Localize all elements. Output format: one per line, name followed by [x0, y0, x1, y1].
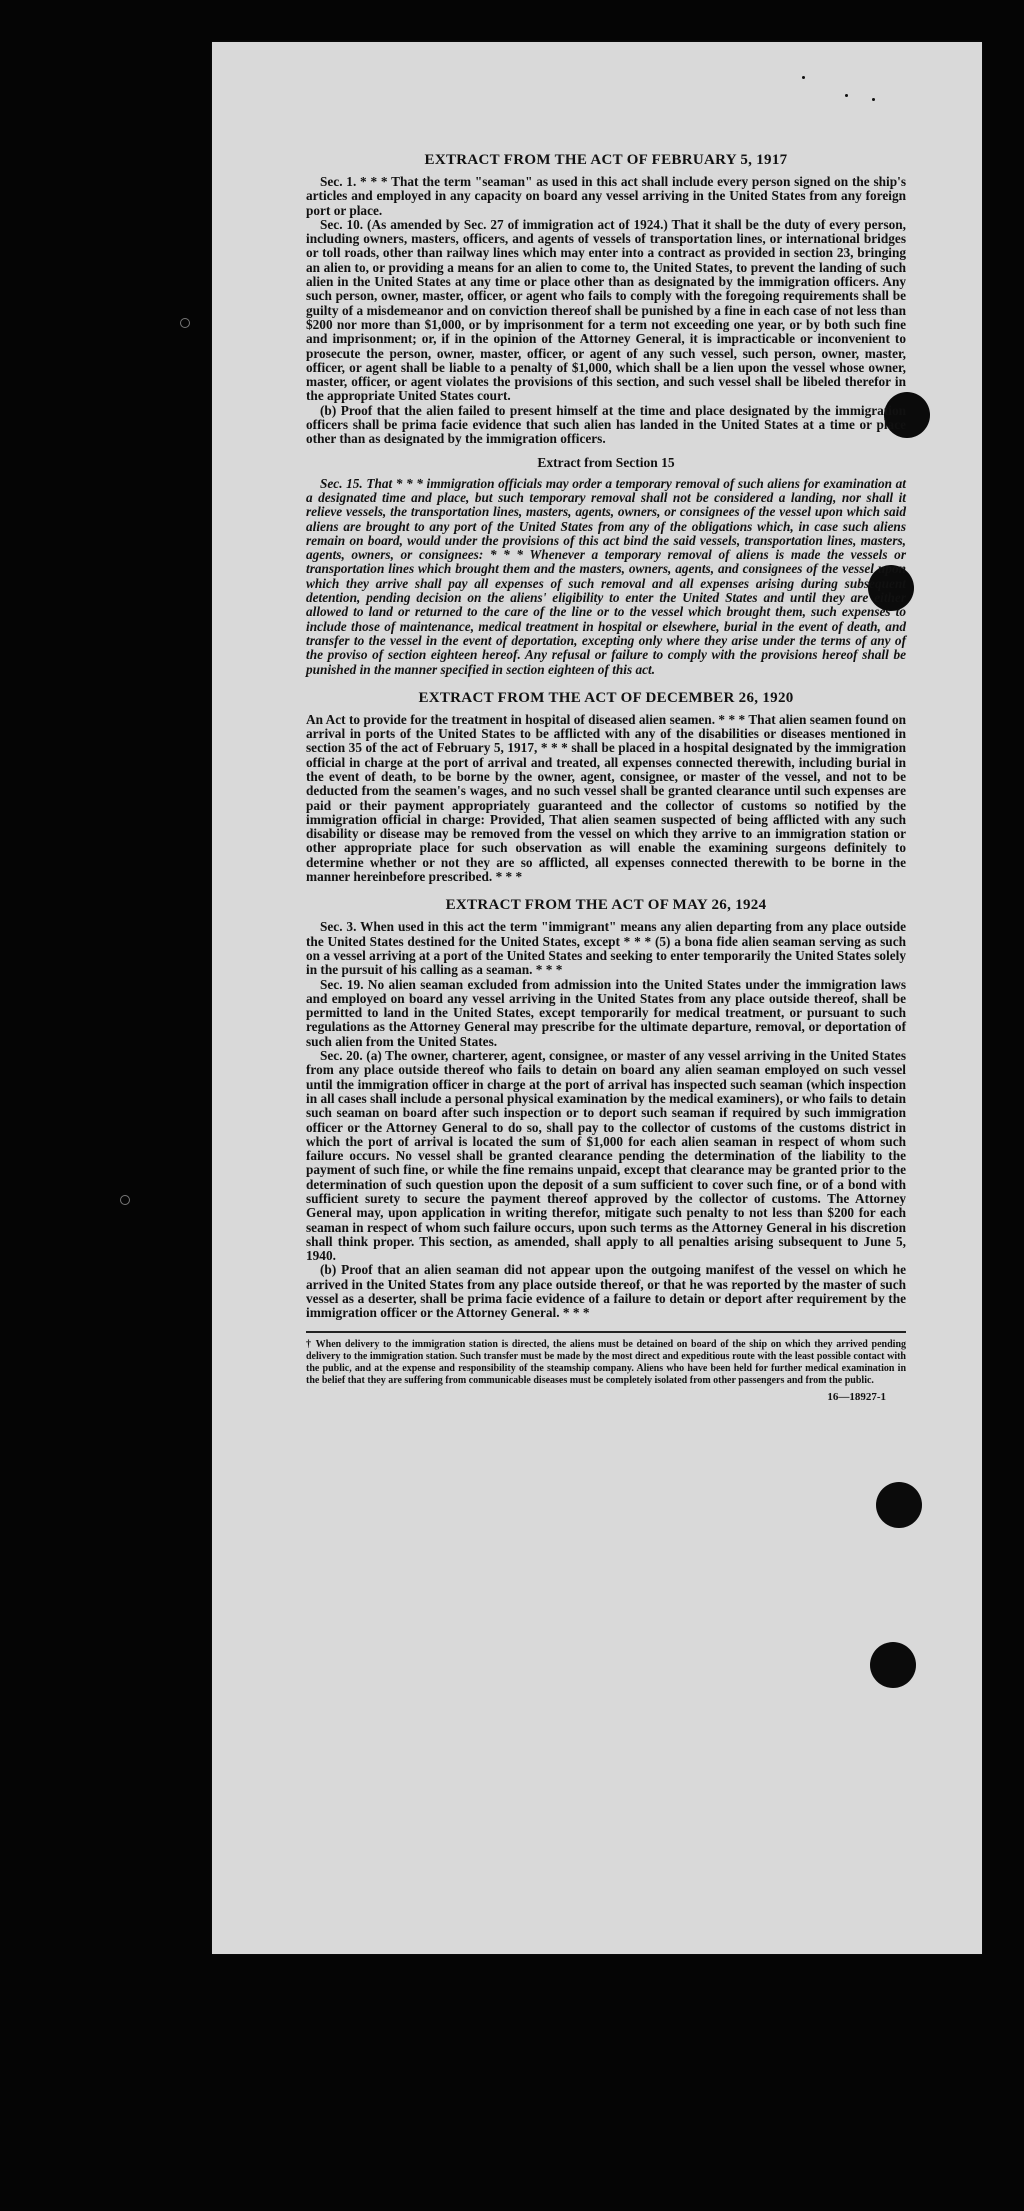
paragraph: Sec. 3. When used in this act the term "immigrant" means any alien departing from any place outside the United States destined for the United States, except * * * (5) a bona fide alien seaman serving as such on a vessel arriving at a port of the United States and seeking to enter temporarily the United States solely in the pursuit of his calling as a seaman. * * * — [306, 919, 906, 978]
scan-artifact — [120, 1195, 130, 1205]
document-number: 16—18927-1 — [827, 1390, 886, 1403]
punch-hole — [870, 1642, 916, 1688]
spacer — [306, 677, 906, 689]
paragraph: (b) Proof that an alien seaman did not appear upon the outgoing manifest of the vessel on which he arrived in the United States from any place outside thereof, or that he was reported by the master of such vessel as a deserter, shall be prima facie evidence of a failure to detain or deport after requirement by the immigration officer or the Attorney General. * * * — [306, 1262, 906, 1321]
paper-speck — [845, 94, 848, 97]
section-heading: EXTRACT FROM THE ACT OF FEBRUARY 5, 1917 — [424, 152, 788, 168]
spacer — [306, 884, 906, 896]
paragraph: (b) Proof that the alien failed to present himself at the time and place designated by the immigration officers shall be prima facie evidence that such alien has landed in the United States at a time or place other than as designated by the immigration officers. — [306, 402, 906, 447]
document-body — [306, 151, 906, 1407]
doc-number-row — [306, 1387, 906, 1407]
section-heading: EXTRACT FROM THE ACT OF DECEMBER 26, 1920 — [418, 689, 794, 706]
paragraph: An Act to provide for the treatment in hospital of diseased alien seamen. * * * That alien seamen found on arrival in ports of the United States to be afflicted with any of the disabilities or diseases mentioned in section 35 of the act of February 5, 1917, * * * shall be placed in a hospital designated by the immigration official in charge at the port of arrival and treated, all expenses connected therewith, including burial in the event of death, to be borne by the owner, agent, consignee, or master of the vessel, and not to be deducted from the seamen's wages, and no such vessel shall be granted clearance until such expenses are paid or their payment appropriately guaranteed and the collector of customs so notified by the immigration official in charge: Provided, That alien seamen suspected of being afflicted with any such disability or disease may be removed from the vessel on which they arrive to an immigration station or other appropriate place for such observation as will enable the examining surgeons definitely to determine whether or not they are so afflicted, all expenses connected therewith to be borne in the manner hereinbefore prescribed. * * * — [306, 711, 906, 885]
paper-speck — [802, 76, 805, 79]
paragraph: Sec. 10. (As amended by Sec. 27 of immigration act of 1924.) That it shall be the duty of every person, including owners, masters, officers, and agents of vessels of transportation lines, or international bridges or toll roads, other than railway lines which may enter into a contract as provided in section 23, bringing an alien to, or providing a means for an alien to come to, the United States, to prevent the landing of such alien in the United States at any time or place other than as designated by the immigration officers. Any such person, owner, master, officer, or agent who fails to comply with the foregoing requirements shall be guilty of a misdemeanor and on conviction thereof shall be punished by a fine in each case of not less than $200 nor more than $1,000, or by imprisonment for a term not exceeding one year, or by both such fine and imprisonment; or, if in the opinion of the Attorney General, it is impracticable or inconvenient to prosecute the person, owner, master, officer, or agent of any such vessel, such person, owner, master, officer, or agent shall be liable to a penalty of $1,000, which shall be a lien upon the vessel whose owner, master, officer, or agent violates the provisions of this section, and such vessel shall be libeled therefor in the appropriate United States court. — [306, 216, 906, 404]
punch-hole — [876, 1482, 922, 1528]
paragraph: Sec. 15. That * * * immigration officials may order a temporary removal of such aliens for examination at a designated time and place, but such temporary removal shall not be considered a landing, nor shall it relieve vessels, the transportation lines, masters, agents, owners, or consignees of the vessel upon which said aliens are brought to any port of the United States from any of the obligations which, in case such aliens remain on board, would under the provisions of this act bind the said vessels, transportation lines, masters, agents, owners, or consignees: * * * Whenever a temporary removal of aliens is made the vessels or transportation lines which brought them and the masters, owners, agents, and consignees of the vessel upon which they arrive shall pay all expenses of such removal and all expenses arising during subsequent detention, pending decision on the aliens' eligibility to enter the United States and until they are either allowed to land or returned to the care of the line or to the vessel which brought them, such expenses to include those of maintenance, medical treatment in hospital or elsewhere, burial in the event of death, and transfer to the vessel in the event of deportation, excepting only where they arise under the terms of any of the proviso of section eighteen hereof. Any refusal or failure to comply with the provisions hereof shall be punished in the manner specified in section eighteen of this act. — [306, 475, 906, 677]
paragraph: Sec. 20. (a) The owner, charterer, agent, consignee, or master of any vessel arriving in the United States from any place outside thereof who fails to detain on board any alien seaman employed on such vessel until the immigration officer in charge at the port of arrival has inspected such seaman (which inspection in all cases shall include a personal physical examination by the medical examiners), or who fails to detain such seaman on board after such inspection or to deport such seaman if required by such immigration officer or the Attorney General to do so, shall pay to the collector of customs of the customs district in which the port of arrival is located the sum of $1,000 for each alien seaman in respect of whom such failure occurs. No vessel shall be granted clearance pending the determination of the liability to the payment of such fine, or while the fine remains unpaid, except that clearance may be granted prior to the determination of such question upon the deposit of a sum sufficient to cover such fine, or of a bond with sufficient surety to secure the payment thereof approved by the collector of customs. The Attorney General may, upon application in writing therefor, mitigate such penalty to not less than $200 for each seaman in respect of whom such failure occurs, upon such terms as the Attorney General in his discretion shall think proper. This section, as amended, shall apply to all penalties arising subsequent to June 5, 1940. — [306, 1048, 906, 1264]
scan-artifact — [180, 318, 190, 328]
section-subheading: Extract from Section 15 — [537, 454, 675, 470]
divider — [306, 1331, 906, 1333]
footnote: † When delivery to the immigration station is directed, the aliens must be detained on board of the ship on which they arrived pending delivery to the immigration station. Such transfer must be made by the most direct and expeditious route with the least possible contact with the public, and at the expense and responsibility of the steamship company. Aliens who have been held for further medical examination in the belief that they are suffering from communicable diseases must be completely isolated from other passengers and from the public. — [306, 1338, 906, 1386]
paragraph: Sec. 1. * * * That the term "seaman" as used in this act shall include every person signed on the ship's articles and employed in any capacity on board any vessel arriving in the United States from any foreign port or place. — [306, 174, 906, 218]
document-page — [212, 42, 982, 1954]
paper-speck — [872, 98, 875, 101]
paragraph: Sec. 19. No alien seaman excluded from admission into the United States under the immigration laws and employed on board any vessel arriving in the United States from any place outside thereof, shall be permitted to land in the United States, except temporarily for medical treatment, or pursuant to such regulations as the Attorney General may prescribe for the ultimate departure, removal, or deportation of such alien from the United States. — [306, 976, 906, 1049]
section-heading: EXTRACT FROM THE ACT OF MAY 26, 1924 — [445, 897, 767, 914]
